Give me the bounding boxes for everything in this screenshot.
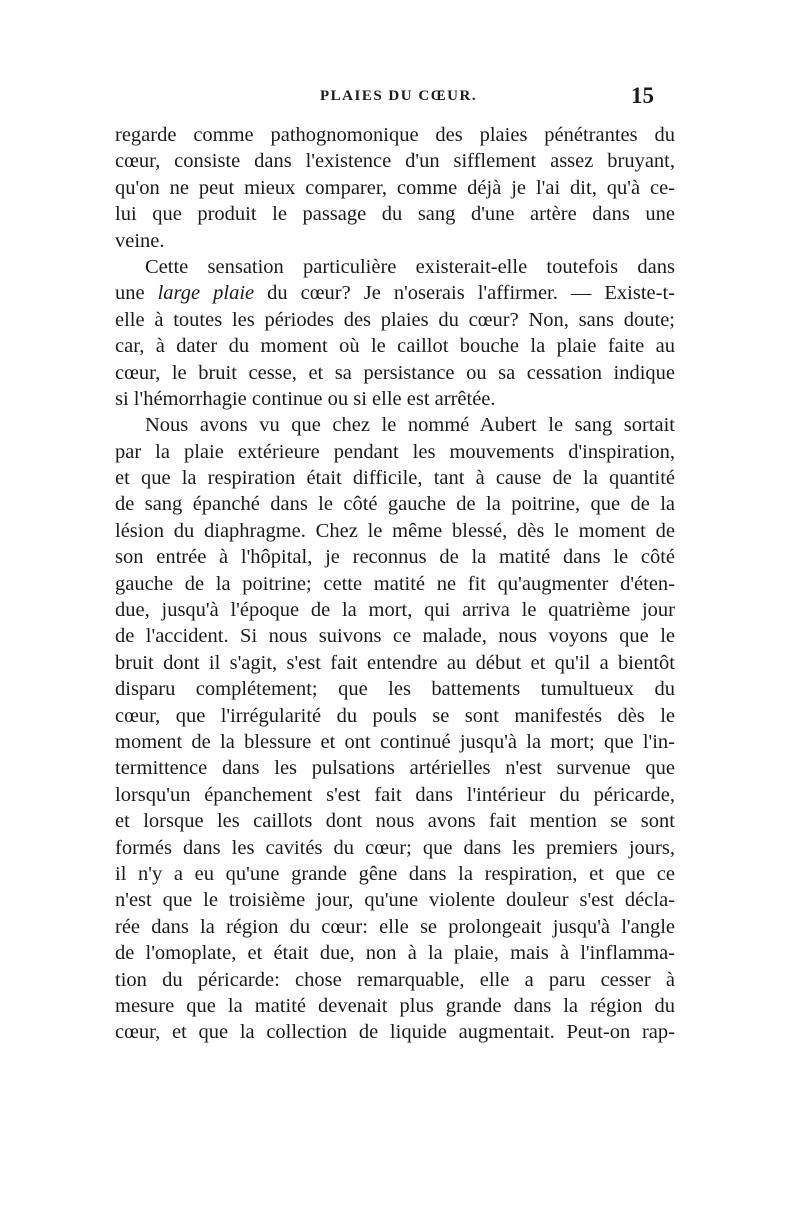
page-number: 15 [631,83,654,108]
text-segment: une [115,282,158,305]
text-line: mesure que la matité devenait plus grande dans la région du [115,994,675,1017]
text-line: rée dans la région du cœur: elle se prolongeait jusqu'à l'angle [115,915,675,938]
text-line: qu'on ne peut mieux comparer, comme déjà je l'ai dit, qu'à ce- [115,176,675,199]
text-line: et lorsque les caillots dont nous avons fait mention se sont [115,810,675,833]
text-line: son entrée à l'hôpital, je reconnus de la matité dans le côté [115,546,675,569]
text-line: et que la respiration était difficile, tant à cause de la quantité [115,467,675,490]
text-line: veine. [115,229,165,252]
text-line: par la plaie extérieure pendant les mouvements d'inspiration, [115,440,675,463]
italic-phrase: large plaie [157,282,255,305]
text-line: cœur, le bruit cesse, et sa persistance ou sa cessation indique [115,361,675,384]
text-line: car, à dater du moment où le caillot bouche la plaie faite au [115,335,675,358]
text-line [115,280,675,306]
text-line: cœur, que l'irrégularité du pouls se sont manifestés dès le [115,704,675,727]
text-line: Cette sensation particulière existerait-elle toutefois dans [145,255,675,278]
text-line: cœur, et que la collection de liquide augmentait. Peut-on rap- [115,1021,675,1044]
text-line: moment de la blessure et ont continué jusqu'à la mort; que l'in- [115,730,675,753]
text-line: due, jusqu'à l'époque de la mort, qui arriva le quatrième jour [115,599,675,622]
text-line: elle à toutes les périodes des plaies du cœur? Non, sans doute; [115,308,675,331]
text-line: tion du péricarde: chose remarquable, elle a paru cesser à [115,968,675,991]
text-line: disparu complétement; que les battements tumultueux du [115,678,675,701]
running-head [0,83,800,118]
text-line: bruit dont il s'agit, s'est fait entendre au début et qu'il a bientôt [115,651,675,674]
text-line: regarde comme pathognomonique des plaies pénétrantes du [115,124,675,146]
running-title: PLAIES DU CŒUR. [320,88,478,104]
text-line: lorsqu'un épanchement s'est fait dans l'intérieur du péricarde, [115,783,675,806]
body-text [115,122,675,1046]
text-line: Nous avons vu que chez le nommé Aubert le sang sortait [145,414,675,437]
text-line: de sang épanché dans le côté gauche de la poitrine, que de la [115,493,675,516]
text-line: n'est que le troisième jour, qu'une violente douleur s'est décla- [115,889,675,912]
text-line: de l'accident. Si nous suivons ce malade, nous voyons que le [115,625,675,648]
text-line: lésion du diaphragme. Chez le même blessé, dès le moment de [115,519,675,542]
text-line: si l'hémorrhagie continue ou si elle est arrêtée. [115,387,496,410]
text-line: cœur, consiste dans l'existence d'un sifflement assez bruyant, [115,150,675,173]
text-line: lui que produit le passage du sang d'une artère dans une [115,203,675,226]
text-line: il n'y a eu qu'une grande gêne dans la respiration, et que ce [115,862,675,885]
text-line: de l'omoplate, et était due, non à la plaie, mais à l'inflamma- [115,942,675,965]
text-line: gauche de la poitrine; cette matité ne fit qu'augmenter d'éten- [115,572,675,595]
text-segment: du cœur? Je n'oserais l'affirmer. — Existe-t- [254,282,675,305]
text-line: termittence dans les pulsations artérielles n'est survenue que [115,757,675,780]
text-line: formés dans les cavités du cœur; que dans les premiers jours, [115,836,675,859]
